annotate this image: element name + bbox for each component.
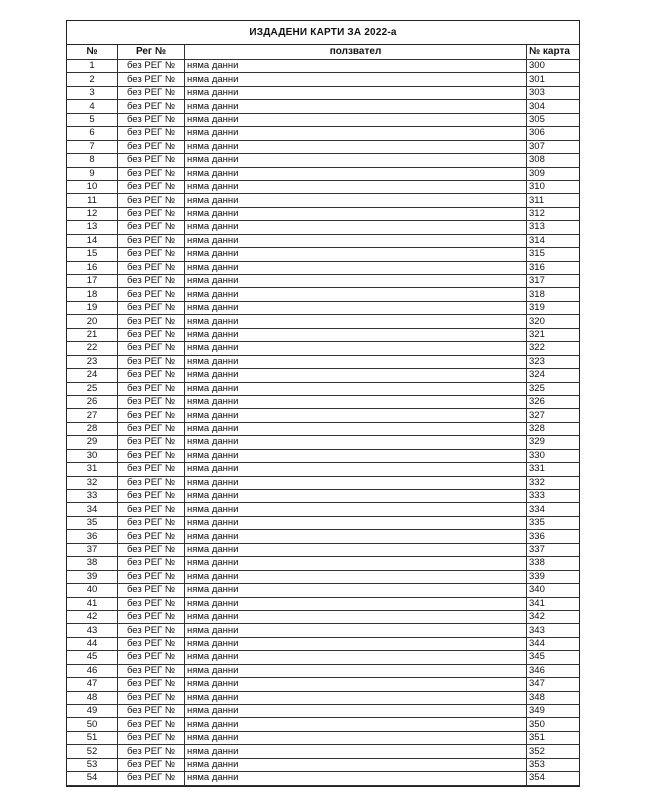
cell-reg: без РЕГ № <box>118 261 185 274</box>
cell-reg: без РЕГ № <box>118 651 185 664</box>
table-row <box>67 624 579 637</box>
cell-user: няма данни <box>185 301 527 314</box>
cell-num: 15 <box>67 248 118 261</box>
cell-reg: без РЕГ № <box>118 584 185 597</box>
cell-num: 14 <box>67 234 118 247</box>
cell-reg: без РЕГ № <box>118 409 185 422</box>
cell-user: няма данни <box>185 342 527 355</box>
cell-reg: без РЕГ № <box>118 60 185 73</box>
cell-num: 16 <box>67 261 118 274</box>
cell-reg: без РЕГ № <box>118 140 185 153</box>
table-row <box>67 342 579 355</box>
cell-num: 39 <box>67 570 118 583</box>
cell-reg: без РЕГ № <box>118 382 185 395</box>
cell-card: 311 <box>527 194 580 207</box>
cell-num: 17 <box>67 275 118 288</box>
cell-num: 46 <box>67 664 118 677</box>
cell-card: 301 <box>527 73 580 86</box>
cell-user: няма данни <box>185 409 527 422</box>
cell-user: няма данни <box>185 772 527 785</box>
cell-user: няма данни <box>185 207 527 220</box>
cell-user: няма данни <box>185 422 527 435</box>
cell-reg: без РЕГ № <box>118 705 185 718</box>
cell-num: 19 <box>67 301 118 314</box>
cell-card: 326 <box>527 395 580 408</box>
cell-card: 304 <box>527 100 580 113</box>
cell-num: 22 <box>67 342 118 355</box>
cell-num: 53 <box>67 758 118 771</box>
cell-user: няма данни <box>185 261 527 274</box>
cell-user: няма данни <box>185 543 527 556</box>
cell-num: 2 <box>67 73 118 86</box>
table-header-row <box>67 45 579 60</box>
cell-card: 330 <box>527 449 580 462</box>
cell-num: 33 <box>67 490 118 503</box>
cell-num: 43 <box>67 624 118 637</box>
cell-card: 313 <box>527 221 580 234</box>
cell-card: 339 <box>527 570 580 583</box>
table-row <box>67 705 579 718</box>
cell-card: 338 <box>527 557 580 570</box>
cell-num: 10 <box>67 180 118 193</box>
cell-user: няма данни <box>185 180 527 193</box>
cell-card: 315 <box>527 248 580 261</box>
cell-card: 352 <box>527 745 580 758</box>
cell-reg: без РЕГ № <box>118 490 185 503</box>
table-row <box>67 557 579 570</box>
table-row <box>67 328 579 341</box>
cell-card: 348 <box>527 691 580 704</box>
cell-num: 9 <box>67 167 118 180</box>
cell-reg: без РЕГ № <box>118 275 185 288</box>
cell-num: 5 <box>67 113 118 126</box>
cell-num: 7 <box>67 140 118 153</box>
cell-reg: без РЕГ № <box>118 664 185 677</box>
cell-num: 48 <box>67 691 118 704</box>
cell-reg: без РЕГ № <box>118 718 185 731</box>
cell-reg: без РЕГ № <box>118 503 185 516</box>
cell-reg: без РЕГ № <box>118 73 185 86</box>
cell-reg: без РЕГ № <box>118 637 185 650</box>
cell-user: няма данни <box>185 234 527 247</box>
cell-reg: без РЕГ № <box>118 543 185 556</box>
cell-user: няма данни <box>185 60 527 73</box>
cell-card: 342 <box>527 610 580 623</box>
cell-card: 349 <box>527 705 580 718</box>
cell-user: няма данни <box>185 691 527 704</box>
cell-reg: без РЕГ № <box>118 342 185 355</box>
table-row <box>67 355 579 368</box>
cell-card: 336 <box>527 530 580 543</box>
table-row <box>67 154 579 167</box>
cell-num: 1 <box>67 60 118 73</box>
cell-reg: без РЕГ № <box>118 154 185 167</box>
cards-table <box>67 45 579 786</box>
cell-reg: без РЕГ № <box>118 772 185 785</box>
header-num: № <box>67 45 118 60</box>
table-row <box>67 718 579 731</box>
cell-num: 51 <box>67 731 118 744</box>
cell-card: 331 <box>527 463 580 476</box>
table-row <box>67 436 579 449</box>
cell-user: няма данни <box>185 315 527 328</box>
cell-reg: без РЕГ № <box>118 194 185 207</box>
cell-num: 42 <box>67 610 118 623</box>
header-card: № карта <box>527 45 580 60</box>
table-row <box>67 449 579 462</box>
cell-user: няма данни <box>185 275 527 288</box>
cell-user: няма данни <box>185 127 527 140</box>
cell-reg: без РЕГ № <box>118 100 185 113</box>
cell-num: 41 <box>67 597 118 610</box>
table-row <box>67 584 579 597</box>
table-row <box>67 597 579 610</box>
cell-num: 47 <box>67 678 118 691</box>
cell-reg: без РЕГ № <box>118 369 185 382</box>
cell-user: няма данни <box>185 584 527 597</box>
table-row <box>67 651 579 664</box>
cell-reg: без РЕГ № <box>118 449 185 462</box>
cell-card: 323 <box>527 355 580 368</box>
cell-card: 327 <box>527 409 580 422</box>
cell-reg: без РЕГ № <box>118 248 185 261</box>
cell-reg: без РЕГ № <box>118 758 185 771</box>
cell-num: 29 <box>67 436 118 449</box>
table-row <box>67 60 579 73</box>
table-row <box>67 395 579 408</box>
cell-card: 305 <box>527 113 580 126</box>
table-row <box>67 100 579 113</box>
cell-reg: без РЕГ № <box>118 516 185 529</box>
cell-num: 31 <box>67 463 118 476</box>
cell-card: 344 <box>527 637 580 650</box>
table-row <box>67 463 579 476</box>
cell-num: 32 <box>67 476 118 489</box>
header-reg: Рег № <box>118 45 185 60</box>
table-row <box>67 490 579 503</box>
cell-reg: без РЕГ № <box>118 288 185 301</box>
cell-num: 35 <box>67 516 118 529</box>
cell-card: 319 <box>527 301 580 314</box>
cell-num: 21 <box>67 328 118 341</box>
cell-user: няма данни <box>185 678 527 691</box>
cell-reg: без РЕГ № <box>118 221 185 234</box>
table-row <box>67 167 579 180</box>
cell-card: 322 <box>527 342 580 355</box>
cell-user: няма данни <box>185 369 527 382</box>
cell-card: 337 <box>527 543 580 556</box>
cell-user: няма данни <box>185 86 527 99</box>
cell-reg: без РЕГ № <box>118 355 185 368</box>
cell-card: 318 <box>527 288 580 301</box>
cell-num: 12 <box>67 207 118 220</box>
cell-user: няма данни <box>185 705 527 718</box>
cell-reg: без РЕГ № <box>118 597 185 610</box>
cell-reg: без РЕГ № <box>118 301 185 314</box>
cell-card: 300 <box>527 60 580 73</box>
table-row <box>67 678 579 691</box>
document-title: ИЗДАДЕНИ КАРТИ ЗА 2022-а <box>67 21 579 45</box>
cell-card: 317 <box>527 275 580 288</box>
cell-num: 38 <box>67 557 118 570</box>
cell-user: няма данни <box>185 395 527 408</box>
cell-num: 37 <box>67 543 118 556</box>
cell-user: няма данни <box>185 382 527 395</box>
cell-num: 13 <box>67 221 118 234</box>
cell-num: 50 <box>67 718 118 731</box>
cell-user: няма данни <box>185 516 527 529</box>
cell-num: 6 <box>67 127 118 140</box>
table-row <box>67 570 579 583</box>
cell-card: 351 <box>527 731 580 744</box>
table-row <box>67 261 579 274</box>
cell-user: няма данни <box>185 436 527 449</box>
cell-card: 332 <box>527 476 580 489</box>
cell-user: няма данни <box>185 597 527 610</box>
table-row <box>67 207 579 220</box>
cell-num: 28 <box>67 422 118 435</box>
cell-reg: без РЕГ № <box>118 463 185 476</box>
cell-card: 347 <box>527 678 580 691</box>
cell-user: няма данни <box>185 288 527 301</box>
table-row <box>67 301 579 314</box>
cell-user: няма данни <box>185 140 527 153</box>
table-row <box>67 543 579 556</box>
cell-num: 26 <box>67 395 118 408</box>
cell-reg: без РЕГ № <box>118 624 185 637</box>
table-row <box>67 369 579 382</box>
cell-num: 54 <box>67 772 118 785</box>
cell-card: 345 <box>527 651 580 664</box>
table-row <box>67 288 579 301</box>
cell-user: няма данни <box>185 624 527 637</box>
cell-reg: без РЕГ № <box>118 328 185 341</box>
issued-cards-sheet <box>66 20 580 787</box>
cell-num: 45 <box>67 651 118 664</box>
table-row <box>67 409 579 422</box>
cell-user: няма данни <box>185 194 527 207</box>
table-row <box>67 140 579 153</box>
cell-user: няма данни <box>185 490 527 503</box>
cell-user: няма данни <box>185 73 527 86</box>
cell-user: няма данни <box>185 248 527 261</box>
cell-reg: без РЕГ № <box>118 691 185 704</box>
cell-card: 325 <box>527 382 580 395</box>
cell-user: няма данни <box>185 449 527 462</box>
cell-reg: без РЕГ № <box>118 234 185 247</box>
cell-num: 52 <box>67 745 118 758</box>
cell-card: 306 <box>527 127 580 140</box>
cell-user: няма данни <box>185 113 527 126</box>
cell-reg: без РЕГ № <box>118 436 185 449</box>
cell-user: няма данни <box>185 154 527 167</box>
cell-user: няма данни <box>185 758 527 771</box>
cell-num: 24 <box>67 369 118 382</box>
table-row <box>67 516 579 529</box>
table-row <box>67 503 579 516</box>
cell-reg: без РЕГ № <box>118 745 185 758</box>
cell-user: няма данни <box>185 100 527 113</box>
cell-card: 346 <box>527 664 580 677</box>
table-row <box>67 180 579 193</box>
cell-num: 23 <box>67 355 118 368</box>
cell-num: 25 <box>67 382 118 395</box>
cell-user: няма данни <box>185 328 527 341</box>
cell-card: 340 <box>527 584 580 597</box>
table-row <box>67 194 579 207</box>
cell-reg: без РЕГ № <box>118 113 185 126</box>
cell-card: 350 <box>527 718 580 731</box>
table-row <box>67 772 579 785</box>
cell-card: 309 <box>527 167 580 180</box>
cell-reg: без РЕГ № <box>118 678 185 691</box>
cell-num: 34 <box>67 503 118 516</box>
cell-card: 329 <box>527 436 580 449</box>
table-row <box>67 530 579 543</box>
table-row <box>67 476 579 489</box>
cell-card: 314 <box>527 234 580 247</box>
cell-card: 320 <box>527 315 580 328</box>
cell-num: 36 <box>67 530 118 543</box>
table-row <box>67 691 579 704</box>
cell-reg: без РЕГ № <box>118 570 185 583</box>
cell-num: 3 <box>67 86 118 99</box>
cell-user: няма данни <box>185 530 527 543</box>
cell-num: 27 <box>67 409 118 422</box>
cell-reg: без РЕГ № <box>118 180 185 193</box>
cell-num: 11 <box>67 194 118 207</box>
cell-card: 341 <box>527 597 580 610</box>
cell-user: няма данни <box>185 503 527 516</box>
table-body <box>67 60 579 786</box>
cell-user: няма данни <box>185 463 527 476</box>
table-row <box>67 221 579 234</box>
cell-num: 8 <box>67 154 118 167</box>
cell-user: няма данни <box>185 221 527 234</box>
table-row <box>67 275 579 288</box>
table-row <box>67 86 579 99</box>
table-row <box>67 127 579 140</box>
cell-card: 353 <box>527 758 580 771</box>
cell-user: няма данни <box>185 570 527 583</box>
cell-reg: без РЕГ № <box>118 127 185 140</box>
cell-reg: без РЕГ № <box>118 731 185 744</box>
cell-num: 20 <box>67 315 118 328</box>
cell-user: няма данни <box>185 664 527 677</box>
cell-card: 312 <box>527 207 580 220</box>
cell-num: 18 <box>67 288 118 301</box>
cell-card: 324 <box>527 369 580 382</box>
cell-user: няма данни <box>185 718 527 731</box>
cell-reg: без РЕГ № <box>118 86 185 99</box>
cell-user: няма данни <box>185 637 527 650</box>
cell-card: 335 <box>527 516 580 529</box>
cell-reg: без РЕГ № <box>118 422 185 435</box>
table-row <box>67 758 579 771</box>
cell-user: няма данни <box>185 167 527 180</box>
cell-card: 333 <box>527 490 580 503</box>
cell-card: 328 <box>527 422 580 435</box>
cell-card: 307 <box>527 140 580 153</box>
cell-user: няма данни <box>185 355 527 368</box>
cell-user: няма данни <box>185 731 527 744</box>
cell-num: 44 <box>67 637 118 650</box>
cell-num: 49 <box>67 705 118 718</box>
cell-reg: без РЕГ № <box>118 207 185 220</box>
cell-num: 40 <box>67 584 118 597</box>
cell-user: няма данни <box>185 476 527 489</box>
cell-user: няма данни <box>185 557 527 570</box>
cell-card: 321 <box>527 328 580 341</box>
cell-reg: без РЕГ № <box>118 167 185 180</box>
table-row <box>67 382 579 395</box>
cell-user: няма данни <box>185 651 527 664</box>
cell-card: 343 <box>527 624 580 637</box>
cell-reg: без РЕГ № <box>118 476 185 489</box>
table-row <box>67 731 579 744</box>
cell-num: 4 <box>67 100 118 113</box>
table-row <box>67 422 579 435</box>
cell-user: няма данни <box>185 610 527 623</box>
cell-card: 310 <box>527 180 580 193</box>
table-row <box>67 664 579 677</box>
table-row <box>67 248 579 261</box>
cell-card: 354 <box>527 772 580 785</box>
cell-reg: без РЕГ № <box>118 315 185 328</box>
table-row <box>67 73 579 86</box>
cell-card: 316 <box>527 261 580 274</box>
header-user: ползвател <box>185 45 527 60</box>
cell-num: 30 <box>67 449 118 462</box>
cell-reg: без РЕГ № <box>118 557 185 570</box>
cell-user: няма данни <box>185 745 527 758</box>
cell-reg: без РЕГ № <box>118 610 185 623</box>
cell-reg: без РЕГ № <box>118 530 185 543</box>
cell-card: 308 <box>527 154 580 167</box>
table-row <box>67 315 579 328</box>
cell-card: 334 <box>527 503 580 516</box>
table-row <box>67 610 579 623</box>
table-row <box>67 234 579 247</box>
table-row <box>67 113 579 126</box>
cell-reg: без РЕГ № <box>118 395 185 408</box>
table-row <box>67 637 579 650</box>
table-row <box>67 745 579 758</box>
cell-card: 303 <box>527 86 580 99</box>
